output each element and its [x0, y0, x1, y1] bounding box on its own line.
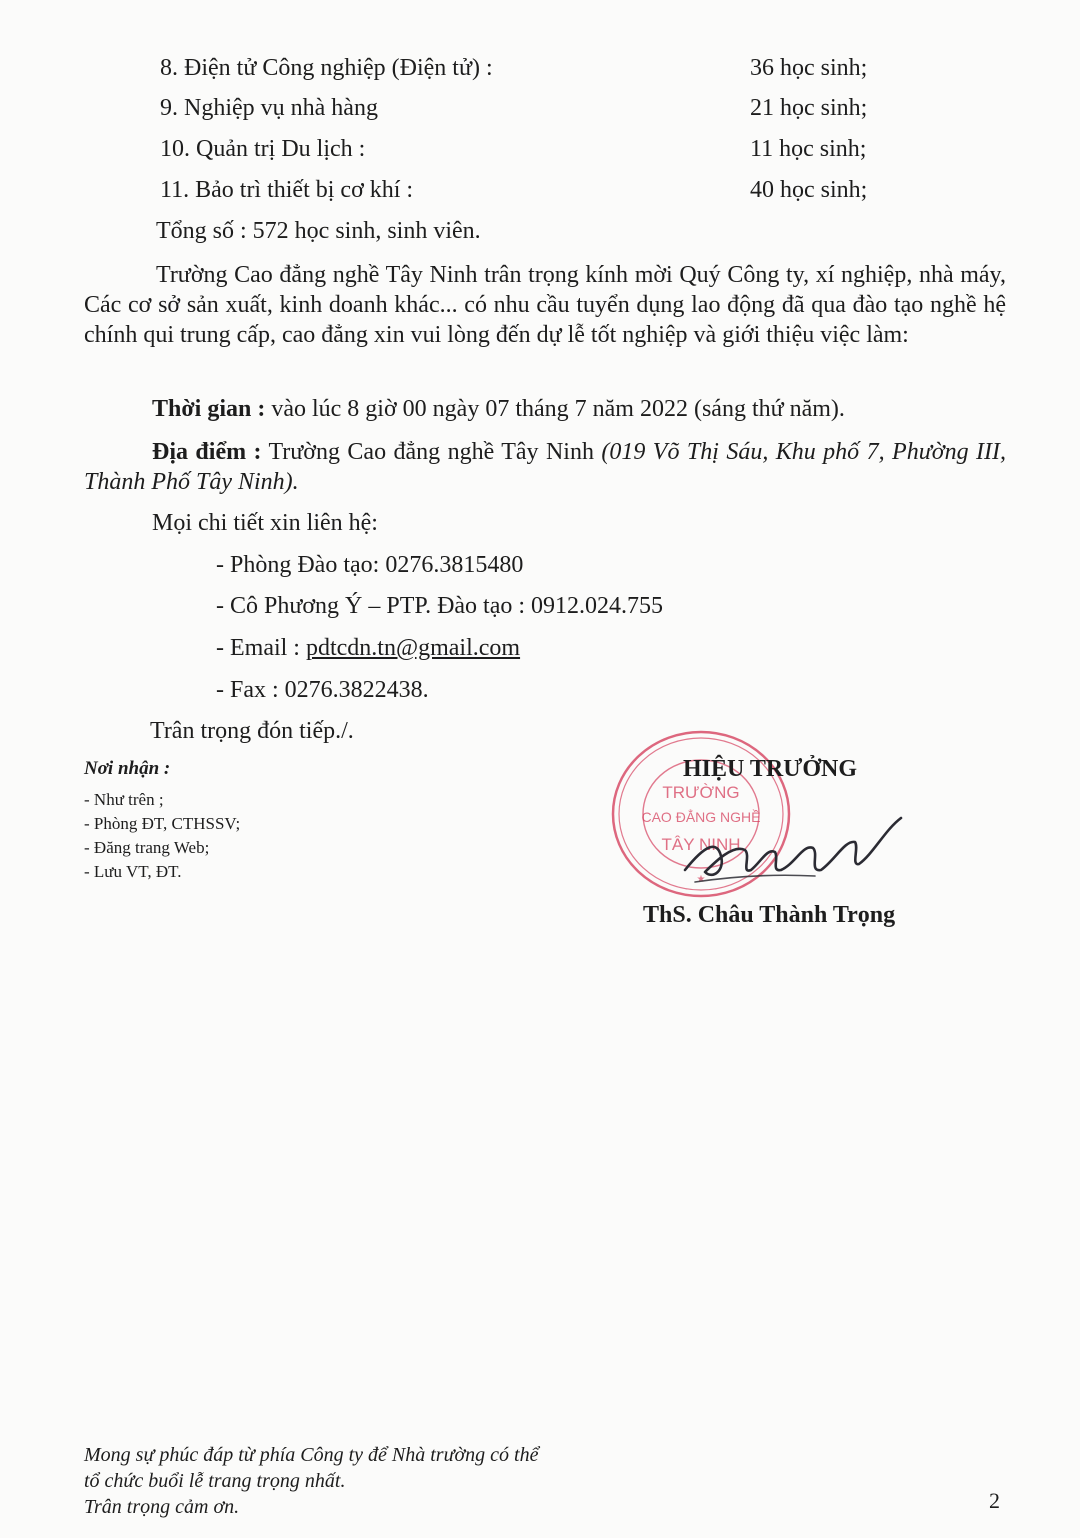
page-number: 2 — [989, 1488, 1000, 1513]
list-item-label-9: 9. Nghiệp vụ nhà hàng — [160, 95, 378, 121]
email-link[interactable]: pdtcdn.tn@gmail.com — [305, 635, 521, 661]
location-address: (019 Võ Thị Sáu, Khu phố 7, Phường III, Thành Phố Tây Ninh). — [84, 439, 1006, 495]
location-value: Trường Cao đẳng nghề Tây Ninh — [261, 439, 602, 465]
contact-fax: - Fax : 0276.3822438. — [216, 677, 429, 703]
recipient-item: - Phòng ĐT, CTHSSV; — [84, 814, 241, 833]
list-item-label-11: 11. Bảo trì thiết bị cơ khí : — [160, 177, 414, 203]
list-item-count-8: 36 học sinh; — [750, 55, 868, 81]
signer-name: ThS. Châu Thành Trọng — [643, 902, 896, 928]
list-item-count-9: 21 học sinh; — [750, 95, 868, 121]
svg-text:CAO ĐẲNG NGHỀ: CAO ĐẲNG NGHỀ — [641, 809, 761, 825]
recipient-item: - Đăng trang Web; — [84, 838, 210, 857]
svg-text:★: ★ — [696, 874, 706, 885]
total-line: Tổng số : 572 học sinh, sinh viên. — [156, 218, 481, 244]
signature-title: HIỆU TRƯỞNG — [683, 756, 858, 782]
time-label: Thời gian : — [152, 396, 266, 422]
invitation-paragraph — [84, 260, 1006, 350]
location-paragraph — [84, 437, 1006, 497]
recipient-item: - Như trên ; — [84, 790, 164, 809]
svg-text:TÂY NINH: TÂY NINH — [661, 835, 741, 854]
list-item-label-8: 8. Điện tử Công nghiệp (Điện tử) : — [160, 55, 493, 81]
invitation-text: Trường Cao đẳng nghề Tây Ninh trân trọng kính mời Quý Công ty, xí nghiệp, nhà máy, Các cơ sở sản xuất, kinh doanh khác... có nhu cầu tuyển dụng lao động đã qua đào tạo nghề hệ chính qui trung cấp, cao đẳng xin vui lòng đến dự lễ tốt nghiệp và giới thiệu việc làm: — [84, 262, 1006, 348]
footer-line: Mong sự phúc đáp từ phía Công ty để Nhà trường có thể — [84, 1444, 539, 1466]
list-item-label-10: 10. Quản trị Du lịch : — [160, 136, 366, 162]
contact-person: - Cô Phương Ý – PTP. Đào tạo : 0912.024.755 — [216, 593, 664, 619]
time-line — [152, 396, 845, 423]
handwritten-signature — [655, 800, 915, 900]
list-item-count-10: 11 học sinh; — [750, 136, 867, 162]
recipients-title: Nơi nhận : — [84, 758, 171, 779]
location-label: Địa điểm : — [152, 439, 262, 465]
list-item-count-11: 40 học sinh; — [750, 177, 868, 203]
footer-line: tổ chức buổi lễ trang trọng nhất. — [84, 1470, 346, 1492]
closing-text: Trân trọng đón tiếp./. — [150, 718, 354, 744]
contact-phone-dept: - Phòng Đào tạo: 0276.3815480 — [216, 552, 524, 578]
footer-line: Trân trọng cảm ơn. — [84, 1496, 240, 1518]
recipient-item: - Lưu VT, ĐT. — [84, 862, 182, 881]
svg-text:TRƯỜNG: TRƯỜNG — [662, 783, 740, 802]
time-value: vào lúc 8 giờ 00 ngày 07 tháng 7 năm 2022 (sáng thứ năm). — [265, 396, 845, 422]
contact-email-prefix: - Email : — [216, 635, 306, 661]
contact-intro: Mọi chi tiết xin liên hệ: — [152, 510, 378, 536]
contact-email-line — [216, 635, 520, 662]
